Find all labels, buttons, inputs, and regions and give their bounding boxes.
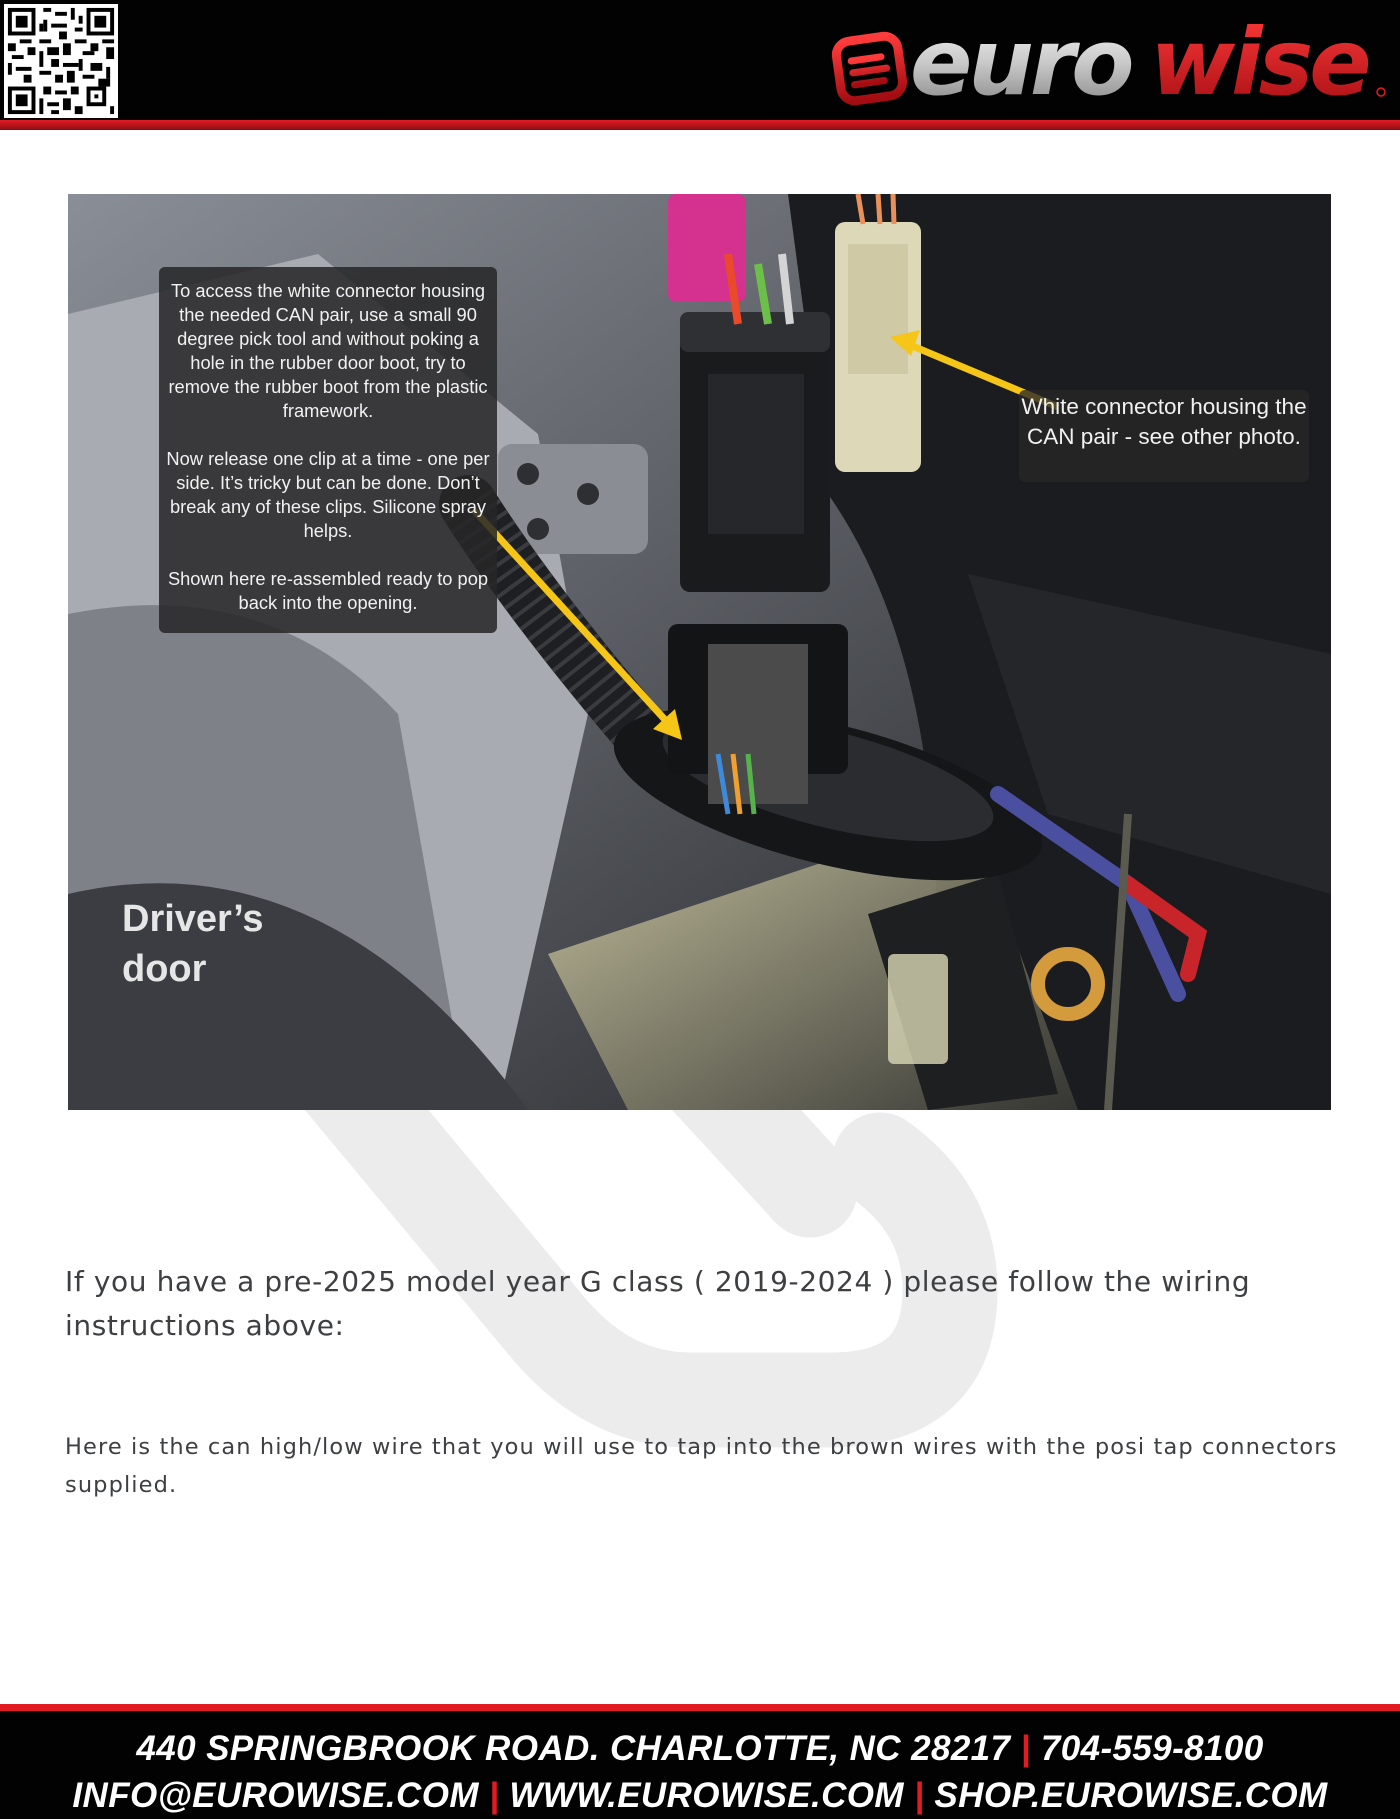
- qr-code[interactable]: [4, 4, 118, 118]
- footer-separator: |: [914, 1776, 925, 1815]
- callout-paragraph-reassembled: Shown here re-assembled ready to pop back into the opening.: [167, 568, 489, 613]
- white-connector-callout: [1019, 390, 1309, 482]
- logo-wordmark-suffix: wise: [1150, 9, 1368, 116]
- footer-web-line: [0, 1776, 1400, 1816]
- qr-code-pattern: [4, 4, 118, 118]
- callout-paragraph-clips: Now release one clip at a time - one per side. It’s tricky but can be done. Don’t break any of these clips. Silicone spray helps.: [166, 448, 490, 541]
- registered-mark-icon: [1377, 88, 1385, 96]
- footer-contact-line: [0, 1729, 1400, 1769]
- door-label: [122, 894, 302, 994]
- white-connector-label: White connector housing the CAN pair - see other photo.: [1021, 394, 1307, 449]
- door-label-line-1: Driver’s: [122, 898, 264, 940]
- instruction-callout: [159, 267, 497, 633]
- logo-emblem-icon: [835, 35, 905, 103]
- footer-shop-link[interactable]: SHOP.EUROWISE.COM: [934, 1776, 1328, 1815]
- model-year-instruction: If you have a pre-2025 model year G class ( 2019-2024 ) please follow the wiring instructions above:: [65, 1265, 1251, 1342]
- footer-separator: |: [489, 1776, 500, 1815]
- can-wire-instruction: Here is the can high/low wire that you will use to tap into the brown wires with the posi tap connectors supplied.: [65, 1434, 1338, 1498]
- page-header: [0, 0, 1400, 120]
- header-divider: [0, 120, 1400, 130]
- footer-phone-link[interactable]: 704-559-8100: [1040, 1729, 1264, 1768]
- callout-paragraph-access: To access the white connector housing the needed CAN pair, use a small 90 degree pick tool and without poking a hole in the rubber door boot, try to remove the rubber boot from the plastic framework.: [168, 280, 488, 421]
- footer-separator: |: [1020, 1729, 1031, 1768]
- footer-website-link[interactable]: WWW.EUROWISE.COM: [509, 1776, 904, 1815]
- eurowise-logo[interactable]: [832, 8, 1387, 116]
- door-label-line-2: door: [122, 948, 207, 990]
- footer-email-link[interactable]: INFO@EUROWISE.COM: [72, 1776, 479, 1815]
- installation-photo: [68, 194, 1331, 1110]
- footer-address: 440 SPRINGBROOK ROAD. CHARLOTTE, NC 28217: [136, 1729, 1011, 1768]
- logo-wordmark-prefix: euro: [910, 9, 1131, 116]
- page-footer: [0, 1704, 1400, 1819]
